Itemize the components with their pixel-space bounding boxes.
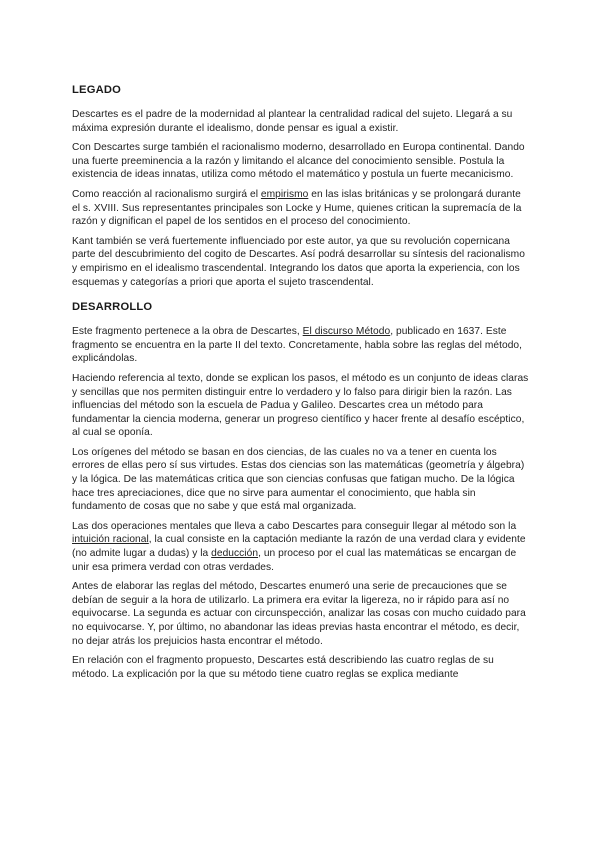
paragraph: Antes de elaborar las reglas del método, Descartes enumeró una serie de precauciones que se debían de seguir a la hora de utilizarlo. La primera era evitar la ligereza, no ir rápido para así no equivocarse. La segunda es actuar con circunspección, analizar las cosas con mucho cuidado para no equivocarse. Y, por último, no abandonar las ideas previas hasta encontrar el método, es decir, no dejar atrás los prejuicios hasta encontrar el método. [72, 581, 526, 647]
underlined-title-discurso-metodo: El discurso Método [302, 326, 391, 338]
underlined-term-intuicion: intuición racional [72, 534, 149, 546]
paragraph: Kant también se verá fuertemente influenciado por este autor, ya que su revolución copernicana parte del descubrimiento del cogito de Descartes. Así podrá desarrollar su síntesis del racionalismo y empirismo en el idealismo trascendental. Integrando los datos que aporta la experiencia, con los esquemas y categorías a priori que aporta el sujeto trascendental. [72, 235, 525, 288]
paragraph: Las dos operaciones mentales que lleva a cabo Descartes para conseguir llegar al método son la intuición racional, la cual consiste en la captación mediante la razón de una verdad clara y evidente (no admite lugar a dudas) y la deducción, un proceso por el cual las matemáticas se encargan de unir esa primera verdad con otras verdades. [72, 520, 526, 573]
paragraph: Como reacción al racionalismo surgirá el empirismo en las islas británicas y se prolongará durante el s. XVIII. Sus representantes principales son Locke y Hume, quienes critican la supremacía de la razón y dignifican el papel de los sentidos en el proceso del conocimiento. [72, 188, 522, 228]
section-heading: DESARROLLO [72, 301, 153, 314]
paragraph: Haciendo referencia al texto, donde se explican los pasos, el método es un conjunto de ideas claras y sencillas que nos permiten distinguir entre lo verdadero y lo falso para dirigir bien la razón. Las influencias del método son la escuela de Padua y Galileo. Descartes crea un método para fundamentar la ciencia moderna, generar un progreso científico y hacer frente al desafío escéptico, al cual se oponía. [72, 372, 529, 439]
paragraph: En relación con el fragmento propuesto, Descartes está describiendo las cuatro reglas de su método. La explicación por la que su método tiene cuatro reglas se explica mediante [72, 655, 494, 680]
paragraph: Con Descartes surge también el racionalismo moderno, desarrollado en Europa continental. Dando una fuerte preeminencia a la razón y limitando el alcance del conocimiento sensible. Postula la existencia de ideas innatas, utiliza como método el matemático y postula un fuerte mecanicismo. [72, 142, 525, 181]
section-legado [72, 84, 530, 289]
section-desarrollo [72, 301, 530, 681]
underlined-term-empirismo: empirismo [260, 188, 309, 200]
paragraph: Los orígenes del método se basan en dos ciencias, de las cuales no va a tener en cuenta los errores de ellas pero sí sus virtudes. Estas dos ciencias son las matemáticas (geometría y álgebra) y la lógica. De las matemáticas critica que son ciencias confusas que fatigan mucho. De la lógica hace tres apreciaciones, dice que no sirve para aumentar el conocimiento, que habla sin fundamento de cosas que no sabe y que está mal organizada. [72, 446, 525, 513]
underlined-term-deduccion: deducción [211, 548, 259, 560]
paragraph: Este fragmento pertenece a la obra de Descartes, El discurso Método, publicado en 1637. Este fragmento se encuentra en la parte II del texto. Concretamente, habla sobre las reglas del método, explicándolas. [72, 326, 523, 365]
paragraph: Descartes es el padre de la modernidad al plantear la centralidad radical del sujeto. Llegará a su máxima expresión durante el idealismo, donde pensar es igual a existir. [72, 109, 513, 134]
section-heading: LEGADO [72, 84, 122, 96]
